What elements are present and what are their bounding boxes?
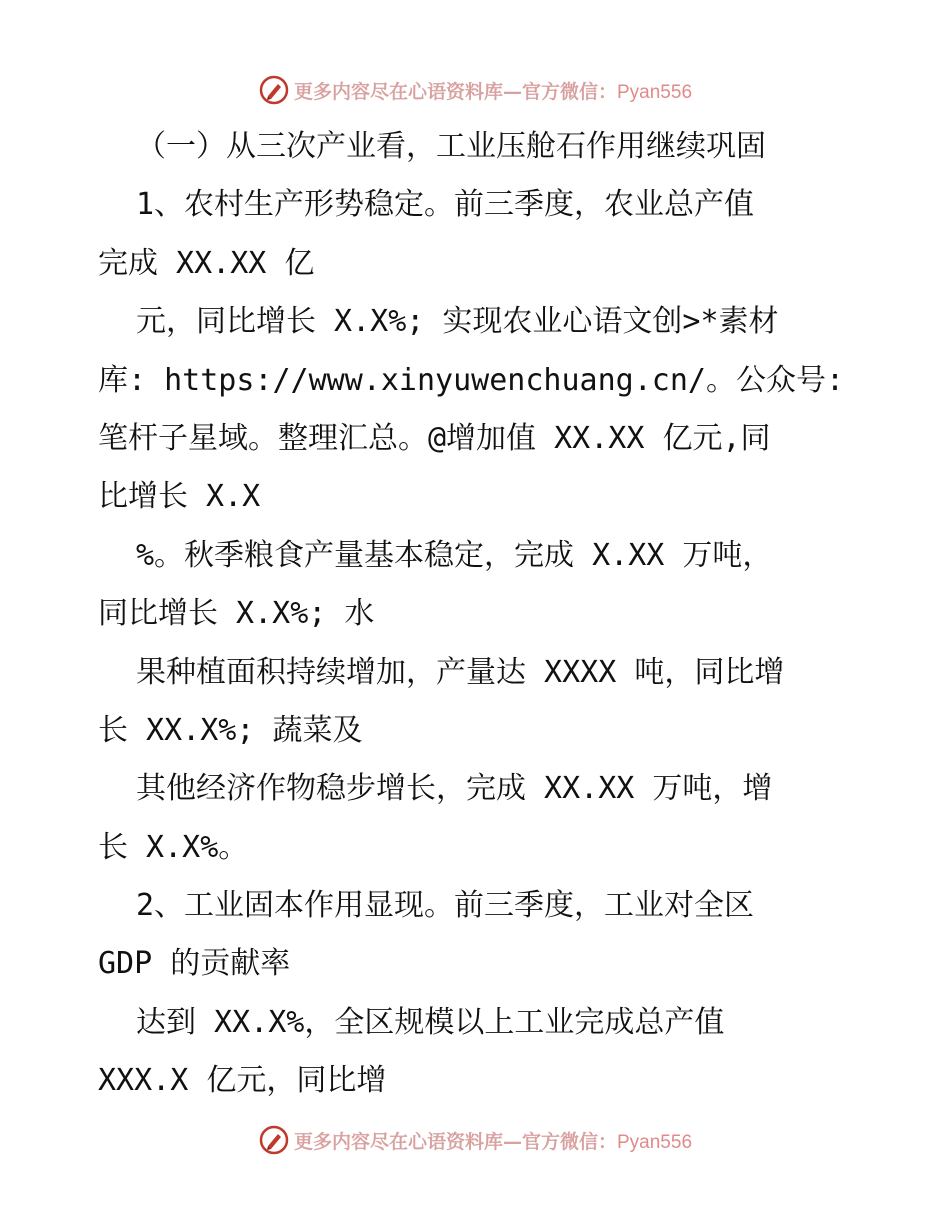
watermark-wechat-id: Pyan556 bbox=[617, 81, 693, 103]
watermark-official: 官方微信： bbox=[521, 80, 617, 103]
pen-logo-icon bbox=[258, 1124, 290, 1156]
watermark-official: 官方微信： bbox=[521, 1130, 617, 1153]
text-line: GDP 的贡献率 bbox=[98, 946, 291, 982]
text-line: XXX.X 亿元，同比增 bbox=[98, 1063, 387, 1099]
document-body bbox=[98, 118, 868, 1111]
text-line: 达到 XX.X%，全区规模以上工业完成总产值 bbox=[136, 1004, 725, 1040]
watermark-wechat-id: Pyan556 bbox=[617, 1131, 693, 1153]
text-line: 完成 XX.XX 亿 bbox=[98, 245, 315, 281]
watermark-text bbox=[294, 1127, 692, 1154]
watermark-brand: 更多内容尽在心语资料库 bbox=[293, 80, 503, 103]
footer-watermark bbox=[0, 1120, 950, 1160]
text-line: 1、农村生产形势稳定。前三季度，农业总产值 bbox=[136, 187, 755, 223]
text-line: 2、工业固本作用显现。前三季度，工业对全区 bbox=[136, 888, 755, 924]
watermark-text bbox=[294, 77, 692, 104]
text-line: 长 XX.X%; 蔬菜及 bbox=[98, 712, 363, 748]
text-line: 果种植面积持续增加，产量达 XXXX 吨，同比增 bbox=[136, 654, 785, 690]
watermark-dash: — bbox=[502, 1130, 522, 1153]
pen-logo-icon bbox=[258, 74, 290, 106]
text-line: 同比增长 X.X%; 水 bbox=[98, 596, 375, 632]
text-line: 笔杆子星域。整理汇总。@增加值 XX.XX 亿元,同 bbox=[98, 420, 771, 456]
watermark-dash: — bbox=[502, 80, 522, 103]
text-line: 元，同比增长 X.X%; 实现农业心语文创>*素材 bbox=[136, 304, 779, 340]
watermark-brand: 更多内容尽在心语资料库 bbox=[293, 1130, 503, 1153]
text-line: 库: https://www.xinyuwenchuang.cn/。公众号: bbox=[98, 362, 845, 398]
text-line: 比增长 X.X bbox=[98, 479, 261, 515]
header-watermark bbox=[0, 70, 950, 110]
text-line: 长 X.X%。 bbox=[98, 829, 249, 865]
text-line: 其他经济作物稳步增长，完成 XX.XX 万吨，增 bbox=[136, 771, 773, 807]
text-line: （一）从三次产业看，工业压舱石作用继续巩固 bbox=[136, 129, 766, 164]
text-line: %。秋季粮食产量基本稳定，完成 X.XX 万吨， bbox=[136, 537, 773, 573]
